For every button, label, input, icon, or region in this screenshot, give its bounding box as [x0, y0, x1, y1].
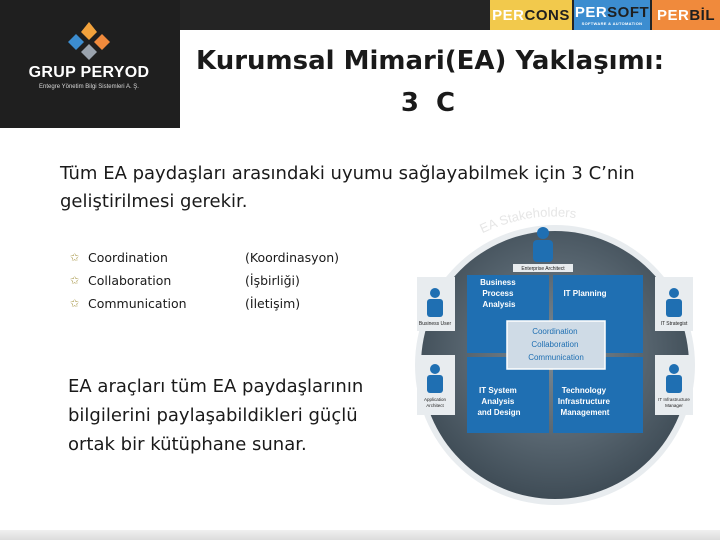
brand-persoft-tagline: SOFTWARE & AUTOMATION — [581, 20, 643, 26]
bullet-list — [70, 246, 390, 315]
role-right-top: IT Strategist — [660, 321, 688, 327]
bullet-en: Coordination — [88, 250, 168, 265]
quadrant-tl-label: Business Process Analysis — [480, 278, 516, 309]
title-line-1: Kurumsal Mimari(EA) Yaklaşımı: — [196, 46, 664, 76]
role-right-bottom: IT Infrastructure Manager — [658, 397, 690, 408]
brand-tab-percons[interactable] — [490, 0, 572, 30]
brand-perbil-a: PER — [656, 6, 690, 24]
brand-tab-perbil[interactable] — [652, 0, 720, 30]
bullet-en: Communication — [88, 296, 187, 311]
company-logo — [14, 20, 164, 120]
list-item — [70, 292, 390, 315]
bullet-tr: (Koordinasyon) — [245, 250, 340, 265]
brand-percons-b: CONS — [524, 6, 570, 24]
list-item — [70, 269, 390, 292]
closing-paragraph: EA araçları tüm EA paydaşlarının bilgilerini paylaşabildikleri güçlü ortak bir kütüphane sunar. — [68, 376, 364, 455]
role-left-bottom: Application Architect — [423, 397, 447, 408]
list-item — [70, 246, 390, 269]
brand-tab-persoft[interactable] — [574, 0, 650, 30]
quadrant-tr-label: IT Planning — [563, 289, 607, 298]
title-line-2: 3 C — [400, 88, 460, 118]
logo-tagline: Entegre Yönetim Bilgi Sistemleri A. Ş. — [39, 84, 139, 90]
brand-percons-a: PER — [492, 6, 525, 24]
brand-persoft-a: PER — [574, 3, 608, 21]
brand-persoft-b: SOFT — [607, 3, 650, 21]
logo-mark-icon — [14, 20, 164, 64]
slide-title — [180, 40, 680, 124]
brand-perbil-b: BİL — [689, 6, 715, 24]
quadrant-bl-label: IT System Analysis and Design — [477, 386, 521, 417]
role-left-top: Business User — [418, 321, 452, 327]
bullet-tr: (İşbirliği) — [245, 273, 300, 288]
center-3c-label: Coordination Collaboration Communication — [528, 327, 584, 362]
star-bullet-icon: ✩ — [70, 297, 80, 310]
diagram-arc-label: EA Stakeholders — [477, 204, 578, 237]
logo-name: GRUP PERYOD — [28, 64, 150, 81]
role-top: Enterprise Architect — [521, 266, 565, 272]
star-bullet-icon: ✩ — [70, 274, 80, 287]
bullet-en: Collaboration — [88, 273, 172, 288]
bullet-tr: (İletişim) — [245, 296, 301, 311]
footer-strip — [0, 530, 720, 540]
intro-paragraph: Tüm EA paydaşları arasındaki uyumu sağlayabilmek için 3 C’nin geliştirilmesi gerekir. — [60, 163, 635, 212]
ea-stakeholders-diagram — [415, 197, 695, 527]
star-bullet-icon: ✩ — [70, 251, 80, 264]
quadrant-br-label: Technology Infrastructure Management — [557, 386, 610, 417]
